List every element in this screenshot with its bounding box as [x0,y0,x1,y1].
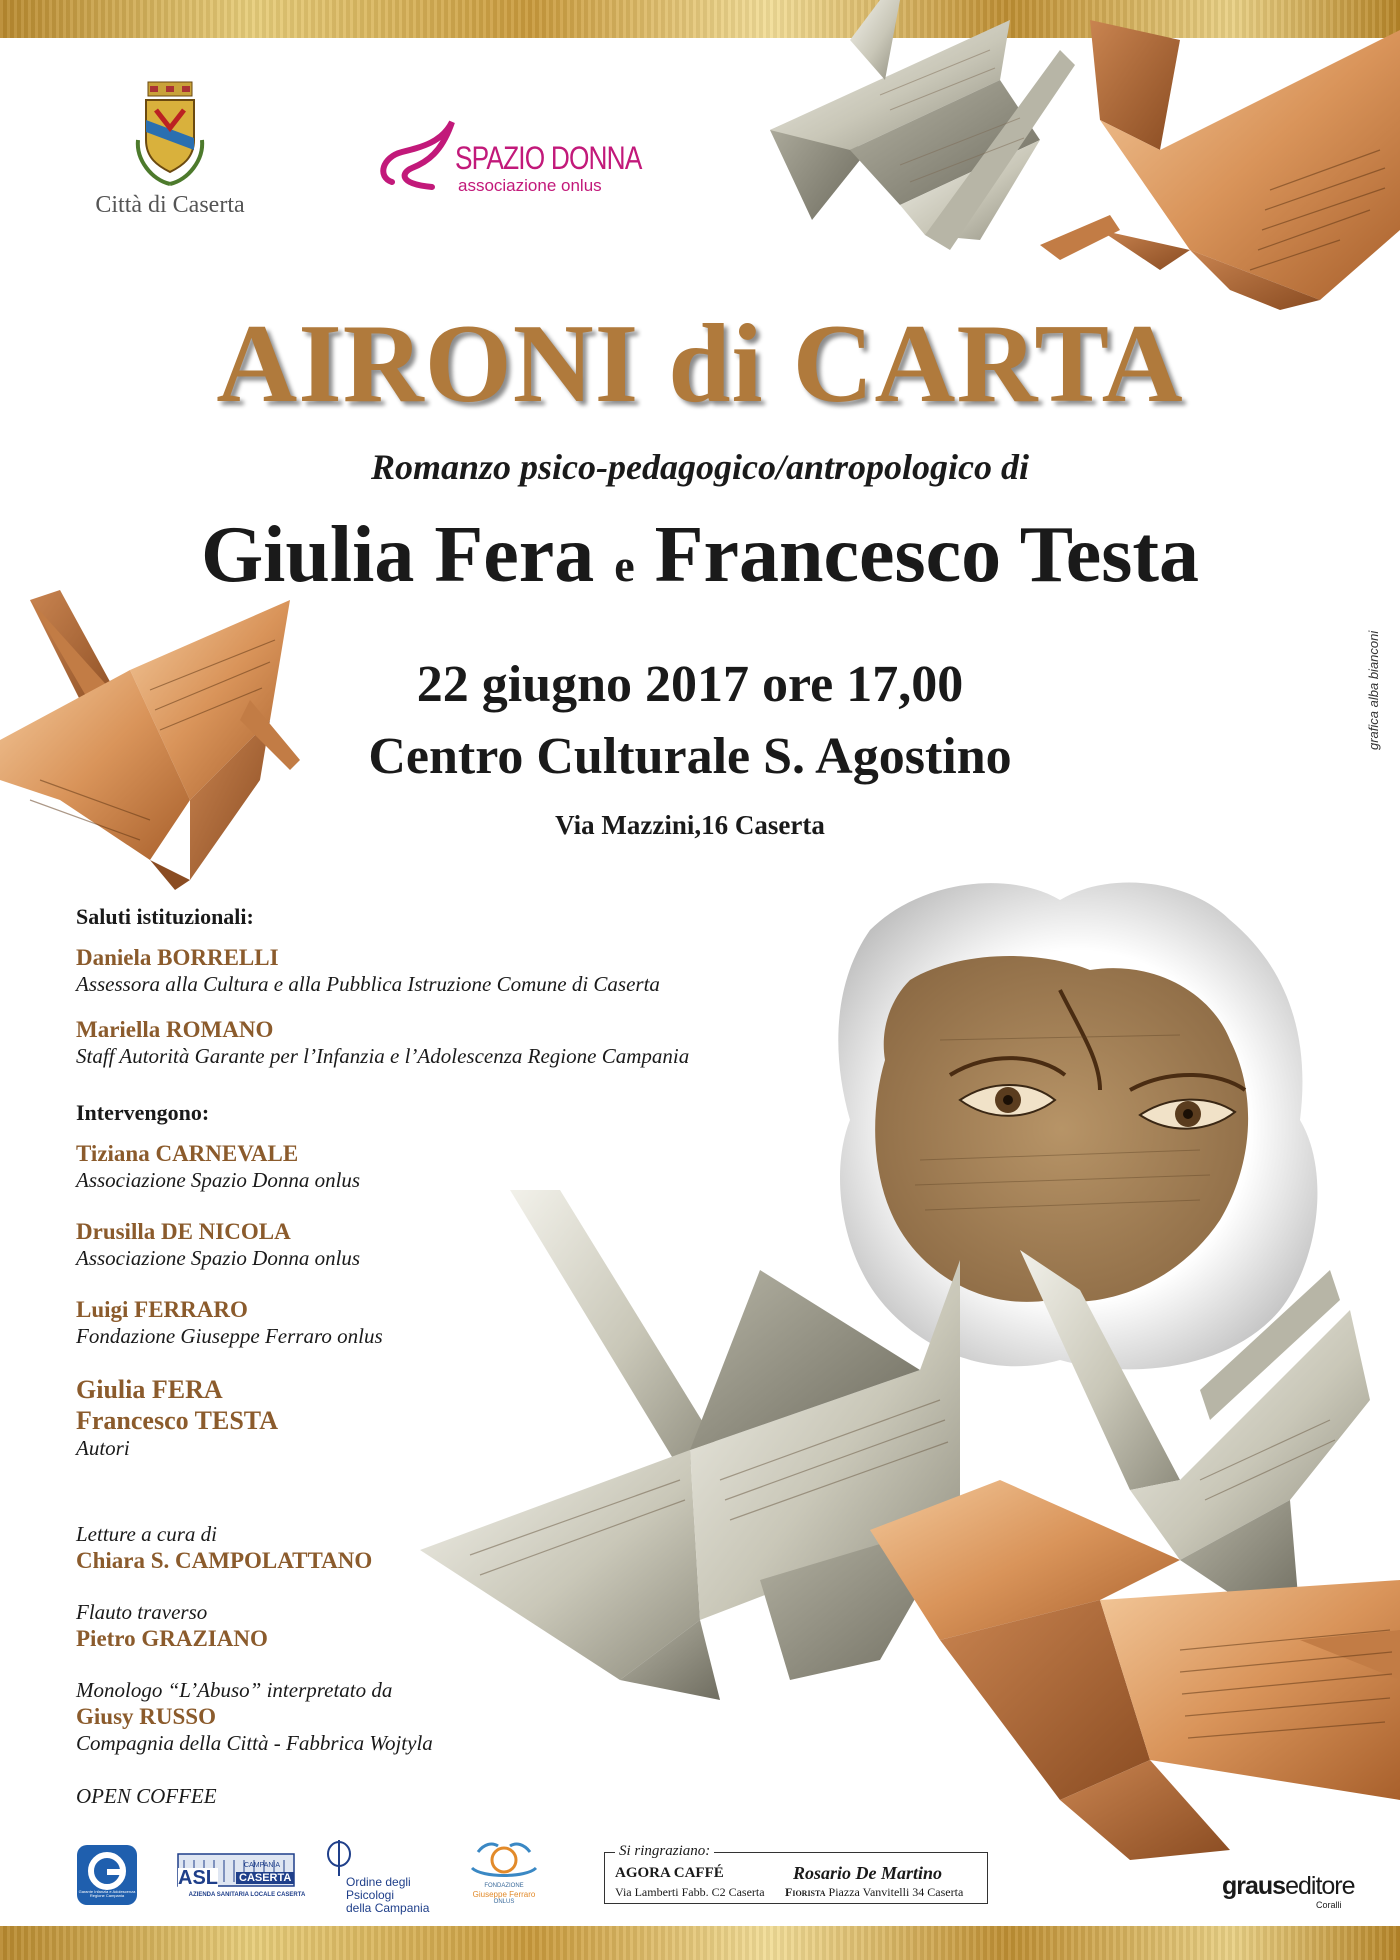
saluti-heading: Saluti istituzionali: [76,904,254,929]
author-2: Francesco Testa [654,511,1200,599]
interventi-entry-3 [76,1296,383,1349]
monologo-name: Giusy RUSSO [76,1704,216,1730]
open-coffee: OPEN COFFEE [76,1784,217,1808]
asl-region: CAMPANIA [244,1862,281,1869]
sponsor-rdm-address [785,1885,963,1900]
bottom-gold-band [0,1926,1400,1960]
garante-logo [76,1844,138,1906]
fondazione-figures-icon [462,1838,546,1878]
event-address: Via Mazzini,16 Caserta [555,810,825,840]
speaker-name: Tiziana CARNEVALE [76,1141,299,1166]
monologo-label: Monologo “L’Abuso” interpretato da [76,1678,393,1702]
spazio-donna-subtitle: associazione onlus [458,176,602,195]
fondazione-line-2: Giuseppe Ferraro [472,1889,536,1899]
sponsor-rdm-label: Fiorista [785,1885,826,1899]
authors-conjunction: e [614,540,635,591]
saluti-entry-1 [76,944,660,997]
authors-role: Autori [76,1436,130,1461]
publisher-logo [1222,1872,1355,1901]
speaker-role: Associazione Spazio Donna onlus [76,1245,361,1270]
crane-bottom-silver-right [1020,1250,1370,1620]
speaker-name: Mariella ROMANO [76,1017,274,1042]
top-gold-band [0,0,1400,38]
fondazione-ferraro-logo [462,1838,546,1906]
fondazione-line-1: FONDAZIONE [484,1883,524,1889]
author-1: Giulia Fera [200,511,595,599]
interventi-entry-2 [76,1218,360,1271]
speaker-role: Fondazione Giuseppe Ferraro onlus [76,1323,383,1348]
flauto-name: Pietro GRAZIANO [76,1626,268,1652]
speaker-role: Assessora alla Cultura e alla Pubblica Istruzione Comune di Caserta [76,971,660,996]
psi-symbol-icon [324,1838,354,1878]
sponsor-agora-name: AGORA CAFFÉ [615,1865,724,1881]
flauto-entry [76,1600,268,1653]
thanks-box [604,1843,988,1904]
spazio-donna-name: SPAZIO DONNA [455,140,642,176]
sponsor-rdm-street: Piazza Vanvitelli 34 Caserta [828,1885,964,1899]
event-datetime: 22 giugno 2017 ore 17,00 [416,656,964,713]
event-title: AIRONI di CARTA [216,302,1184,426]
crane-top-right-copper [1040,20,1400,310]
event-venue: Centro Culturale S. Agostino [368,728,1012,785]
garante-text: Garante Infanzia e Adolescenza Regione Campania [78,1889,136,1899]
monologo-company: Compagnia della Città - Fabbrica Wojtyla [76,1730,433,1755]
city-label: Città di Caserta [95,192,245,218]
psicologi-line-1: Ordine degli Psicologi [346,1875,411,1903]
monologo-entry [76,1678,433,1756]
graphic-credit: grafica alba bianconi [1366,630,1381,750]
publisher-sub: Coralli [1316,1900,1342,1910]
asl-logo [174,1848,320,1906]
authors-entry [76,1374,278,1462]
event-authors [0,510,1400,601]
psicologi-logo [324,1838,454,1916]
author-name-2: Francesco TESTA [76,1406,278,1436]
thanks-title: Si ringraziano: [615,1843,714,1860]
interventi-heading: Intervengono: [76,1100,210,1125]
crane-bottom-copper [870,1480,1400,1860]
letture-name: Chiara S. CAMPOLATTANO [76,1548,373,1574]
asl-name: ASL [178,1867,218,1889]
letture-label: Letture a cura di [76,1522,217,1546]
speaker-name: Drusilla DE NICOLA [76,1219,291,1244]
speaker-name: Luigi FERRARO [76,1297,248,1322]
caserta-crest-icon [132,80,208,190]
speaker-role: Associazione Spazio Donna onlus [76,1167,361,1192]
publisher-name-b: editore [1285,1872,1355,1900]
sponsor-agora-address: Via Lamberti Fabb. C2 Caserta [615,1885,765,1899]
spazio-donna-swirl-icon [372,112,462,202]
torn-paper-face [838,883,1317,1370]
sponsor-rdm-name: Rosario De Martino [793,1863,943,1883]
saluti-entry-2 [76,1016,689,1069]
publisher-name-a: graus [1222,1872,1286,1900]
event-subtitle: Romanzo psico-pedagogico/antropologico di [370,447,1029,487]
asl-city: CASERTA [236,1872,294,1884]
fondazione-line-3: ONLUS [493,1899,515,1906]
asl-caption: AZIENDA SANITARIA LOCALE CASERTA [188,1892,306,1898]
interventi-entry-1 [76,1140,360,1193]
author-name-1: Giulia FERA [76,1375,223,1404]
speaker-name: Daniela BORRELLI [76,945,279,970]
speaker-role: Staff Autorità Garante per l’Infanzia e l’Adolescenza Regione Campania [76,1043,690,1068]
flauto-label: Flauto traverso [76,1600,208,1624]
psicologi-line-2: della Campania [346,1901,430,1916]
letture-entry [76,1522,372,1575]
crane-bottom-silver-left [420,1190,960,1700]
